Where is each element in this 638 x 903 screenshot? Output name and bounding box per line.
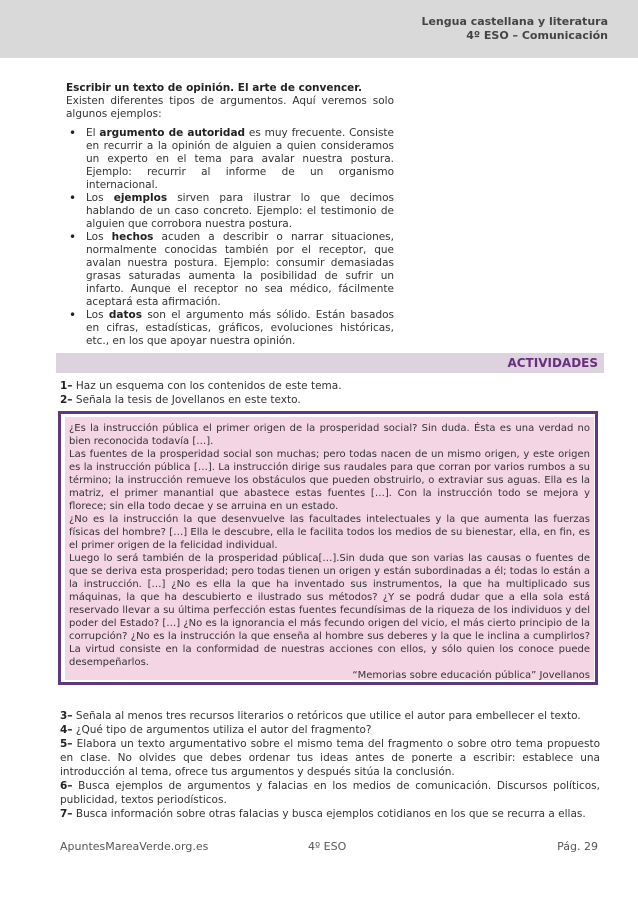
activity-item — [60, 737, 600, 779]
argument-pre: Los — [86, 192, 114, 204]
argument-item — [66, 192, 394, 231]
activity-text: Señala la tesis de Jovellanos en este texto. — [72, 393, 301, 406]
activity-item — [60, 709, 600, 723]
activity-number: 2– — [60, 393, 73, 406]
quote-attribution: “Memorias sobre educación pública” Jovellanos — [352, 670, 590, 681]
activity-number: 7– — [60, 808, 73, 820]
activity-item — [60, 394, 600, 408]
activity-item — [60, 779, 600, 807]
footer-level: 4º ESO — [308, 840, 347, 853]
activity-number: 5– — [60, 738, 73, 750]
argument-term: datos — [108, 309, 142, 321]
activities-label: ACTIVIDADES — [507, 356, 598, 370]
activity-text: Elabora un texto argumentativo sobre el mismo tema del fragmento o sobre otro tema propuesto en clase. No olvides que debes ordenar tus ideas antes de ponerte a escribir: establece una introducción al tema, ofrece tus argumentos y después sitúa la conclusión. — [60, 738, 600, 778]
argument-desc: son el argumento más sólido. Están basados en cifras, estadísticas, gráficos, evoluciones históricas, etc., en los que apoyar nuestra opinión. — [86, 309, 394, 347]
activity-item — [60, 807, 600, 821]
footer-page-number: Pág. 29 — [557, 840, 598, 853]
activity-number: 1– — [60, 380, 73, 392]
argument-item — [66, 127, 394, 192]
argument-desc: sirven para ilustrar lo que decimos hablando de un caso concreto. Ejemplo: el testimonio de alguien que corrobora nuestra postura. — [86, 192, 394, 230]
argument-item — [66, 231, 394, 309]
activities-top-list — [60, 380, 600, 407]
activity-text: Busca ejemplos de argumentos y falacias en los medios de comunicación. Discursos políticos, publicidad, textos periodísticos. — [60, 780, 600, 806]
argument-pre: El — [86, 127, 100, 139]
activities-banner — [56, 353, 604, 373]
argument-pre: Los — [86, 231, 112, 243]
footer-site: ApuntesMareaVerde.org.es — [60, 840, 209, 853]
quote-paragraph: Las fuentes de la prosperidad social son muchas; pero todas nacen de un mismo origen, y este origen es la instrucción pública […]. La instrucción dirige sus raudales para que corran por varios rumbos a su término; la instrucción remueve los obstáculos que pueden obstruirlo, o extraviar sus aguas. Ella es la matriz, el primer manantial que abastece estas fuentes […]. Con la instrucción todo se mejora y florece; sin ella todo decae y se arruina en un estado. — [69, 449, 590, 512]
activity-number: 3– — [60, 710, 73, 722]
header-course: 4º ESO – Comunicación — [466, 29, 608, 42]
argument-term: ejemplos — [113, 192, 168, 204]
header-text — [421, 15, 608, 43]
argument-desc: es muy frecuente. Consiste en recurrir a la opinión de alguien a quien consideramos un experto en el tema para avalar nuestra postura. Ejemplo: recurrir al informe de un organismo internacional. — [86, 127, 394, 191]
quote-paragraph: ¿No es la instrucción la que desenvuelve las facultades intelectuales y la que aumenta las fuerzas físicas del hombre? […] Ella le descubre, ella le facilita todos los medios de su bienestar, ella, en fin, es el primer origen de la felicidad individual. — [69, 514, 590, 551]
page-header — [0, 0, 638, 58]
quote-box — [58, 411, 598, 685]
activities-bottom-list — [60, 709, 600, 821]
argument-list — [66, 127, 394, 348]
quote-text — [69, 422, 590, 682]
intro-title: Escribir un texto de opinión. El arte de convencer. — [66, 82, 362, 94]
activity-text: ¿Qué tipo de argumentos utiliza el autor del fragmento? — [72, 724, 372, 736]
argument-desc: acuden a describir o narrar situaciones, normalmente conocidas también por el receptor, que avalan nuestra postura. Ejemplo: consumir demasiadas grasas saturadas aumenta la posibilidad de sufrir un infarto. Aunque el receptor no sea médico, fácilmente aceptará esta afirmación. — [86, 231, 394, 308]
argument-pre: Los — [86, 309, 109, 321]
activity-text: Busca información sobre otras falacias y busca ejemplos cotidianos en los que se recurra a ellas. — [72, 808, 586, 820]
intro-section — [66, 82, 394, 348]
activity-item — [60, 723, 600, 737]
header-subject: Lengua castellana y literatura — [421, 15, 608, 28]
activity-text: Haz un esquema con los contenidos de este tema. — [72, 380, 342, 392]
intro-text: Existen diferentes tipos de argumentos. Aquí veremos solo algunos ejemplos: — [66, 95, 394, 120]
quote-background — [65, 417, 594, 680]
argument-term: argumento de autoridad — [99, 127, 246, 139]
argument-item — [66, 309, 394, 348]
activity-number: 6– — [60, 780, 73, 792]
quote-paragraph: ¿Es la instrucción pública el primer origen de la prosperidad social? Sin duda. Ésta es una verdad no bien reconocida todavía […]. — [69, 423, 590, 447]
quote-paragraph: Luego lo será también de la prosperidad pública[…].Sin duda que son varias las causas o fuentes de que se deriva esta prosperidad; pero todas tienen un origen y están subordinadas a él; todas lo están a la instrucción. […] ¿No es ella la que ha inventado sus instrumentos, la que ha multiplicado sus máquinas, la que ha descubierto e ilustrado sus métodos? ¿Y se podrá dudar que a ella sola está reservado llevar a su última perfección estas fuentes fecundísimas de la riqueza de los individuos y del poder del Estado? […] ¿No es la ignorancia el más fecundo origen del vicio, el más cierto principio de la corrupción? ¿No es la instrucción la que enseña al hombre sus deberes y la que le inclina a cumplirlos? La virtud consiste en la conformidad de nuestras acciones con ellos, y sólo quien los conoce puede desempeñarlos. — [69, 553, 590, 668]
activity-text: Señala al menos tres recursos literarios o retóricos que utilice el autor para embellecer el texto. — [72, 710, 581, 722]
argument-term: hechos — [111, 231, 154, 243]
activity-number: 4– — [60, 724, 73, 736]
activity-item — [60, 380, 600, 394]
